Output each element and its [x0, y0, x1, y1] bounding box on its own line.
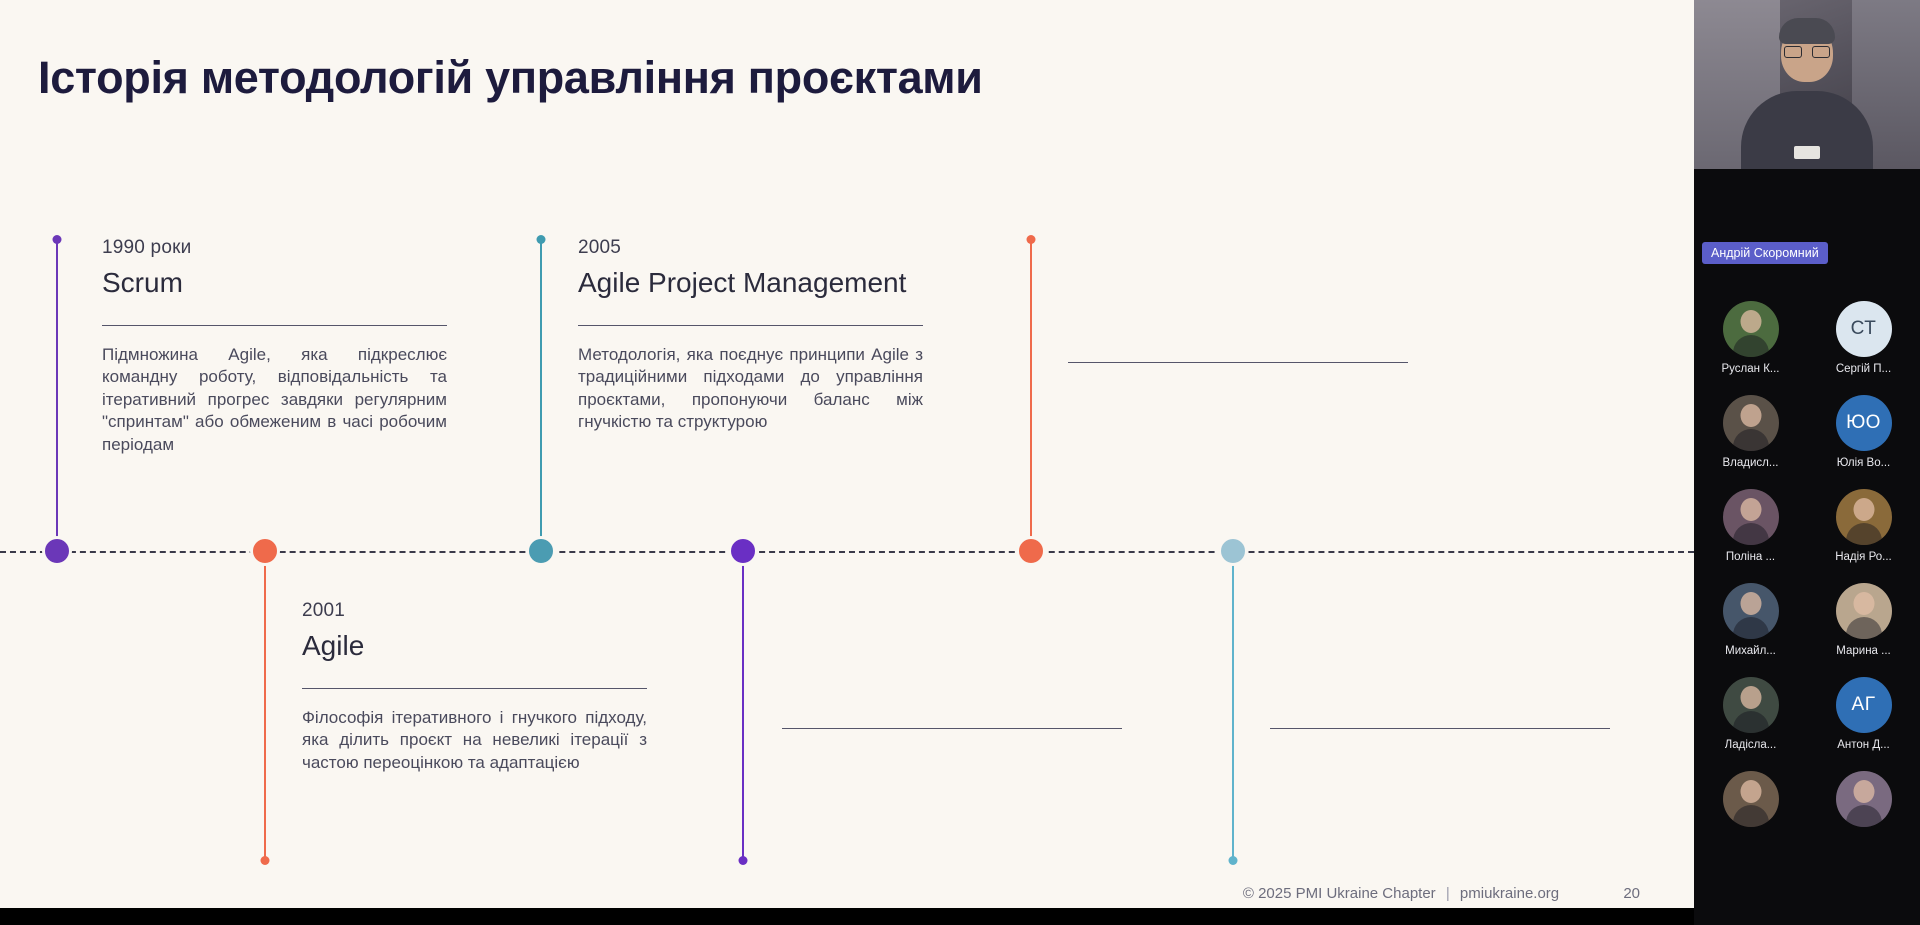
timeline-entry-year: 2005: [578, 237, 622, 258]
timeline-entry-name: Scrum: [102, 267, 183, 298]
speaker-hair: [1779, 18, 1835, 44]
divider-blank-top: [1068, 362, 1408, 363]
avatar: [1836, 489, 1892, 545]
page-title: Історія методологій управління проєктами: [38, 52, 983, 103]
active-speaker-name: Андрій Скоромний: [1702, 242, 1828, 264]
timeline-stem-apm: [540, 240, 542, 540]
participant-tile[interactable]: [1807, 579, 1920, 673]
participant-tile[interactable]: [1807, 391, 1920, 485]
avatar: [1836, 771, 1892, 827]
avatar-initials: АГ: [1836, 677, 1892, 733]
timeline-stem-4: [742, 560, 744, 860]
glasses-icon: [1784, 46, 1830, 58]
divider: [302, 688, 647, 689]
participant-name: Ладісла...: [1724, 739, 1777, 751]
participant-name: Поліна ...: [1725, 551, 1776, 563]
speaker-badge: [1794, 146, 1820, 159]
timeline-node-1[interactable]: [42, 536, 72, 566]
timeline-entry-name: Agile: [302, 630, 365, 661]
participants-grid: [1694, 297, 1920, 861]
timeline-entry-year: 2001: [302, 600, 346, 621]
participant-name: Антон Д...: [1837, 739, 1890, 751]
slide-page-number: 20: [1623, 885, 1640, 902]
video-call-panel: [1694, 0, 1920, 925]
participant-tile[interactable]: [1807, 297, 1920, 391]
footer-copyright: © 2025 PMI Ukraine Chapter: [1242, 885, 1436, 902]
participant-name: Марина ...: [1836, 645, 1891, 657]
active-speaker-tile[interactable]: [1694, 0, 1920, 169]
avatar: [1836, 583, 1892, 639]
participant-name: Владисл...: [1722, 457, 1779, 469]
avatar: [1723, 677, 1779, 733]
footer-separator: |: [1445, 885, 1450, 902]
timeline-stem-6: [1232, 560, 1234, 860]
participant-tile[interactable]: [1807, 673, 1920, 767]
timeline-node-6[interactable]: [1218, 536, 1248, 566]
avatar: [1723, 395, 1779, 451]
timeline-entry-description: Підмножина Agile, яка підкреслює командну роботу, відповідальність та ітеративний прогрес завдяки регулярним "спринтам" або обмеженим в часі робочим періодам: [102, 345, 447, 454]
timeline-node-4[interactable]: [728, 536, 758, 566]
avatar: [1723, 489, 1779, 545]
timeline-entry-description: Методологія, яка поєднує принципи Agile з традиційними підходами до управління проєктами, пропонуючи баланс між гнучкістю та структурою: [578, 345, 923, 432]
avatar-initials: СТ: [1836, 301, 1892, 357]
divider-blank-bottom-1: [782, 728, 1122, 729]
participant-tile[interactable]: [1694, 485, 1807, 579]
footer-site-link[interactable]: pmiukraine.org: [1459, 885, 1560, 902]
participant-tile[interactable]: [1694, 297, 1807, 391]
timeline-entry-year: 1990 роки: [102, 237, 192, 258]
timeline-entry-name: Agile Project Management: [578, 267, 907, 298]
timeline-entry-agile-pm: [578, 237, 923, 451]
participant-name: Надія Ро...: [1835, 551, 1892, 563]
avatar: [1723, 771, 1779, 827]
timeline-entry-scrum: [102, 237, 447, 473]
avatar: [1723, 583, 1779, 639]
timeline-node-2[interactable]: [250, 536, 280, 566]
participant-tile[interactable]: [1694, 673, 1807, 767]
timeline-node-5[interactable]: [1016, 536, 1046, 566]
participant-tile[interactable]: [1694, 579, 1807, 673]
participant-name: Юлія Во...: [1836, 457, 1891, 469]
participant-tile[interactable]: [1807, 767, 1920, 861]
divider: [102, 325, 447, 326]
divider: [578, 325, 923, 326]
participant-tile[interactable]: [1694, 767, 1807, 861]
participant-tile[interactable]: [1694, 391, 1807, 485]
timeline-node-3[interactable]: [526, 536, 556, 566]
participant-tile[interactable]: [1807, 485, 1920, 579]
timeline-stem-scrum: [56, 240, 58, 540]
avatar-initials: ЮО: [1836, 395, 1892, 451]
timeline-entry-description: Філософія ітеративного і гнучкого підходу, яка ділить проєкт на невеликі ітерації з частою переоцінкою та адаптацією: [302, 708, 647, 772]
timeline-stem-5: [1030, 240, 1032, 540]
participant-name: Руслан К...: [1721, 363, 1780, 375]
timeline-entry-agile: [302, 600, 647, 791]
divider-blank-bottom-2: [1270, 728, 1610, 729]
participant-name: Михайл...: [1725, 645, 1776, 657]
slide-footer: [1243, 885, 1640, 902]
participant-name: Сергій П...: [1835, 363, 1892, 375]
avatar: [1723, 301, 1779, 357]
timeline-stem-agile: [264, 560, 266, 860]
